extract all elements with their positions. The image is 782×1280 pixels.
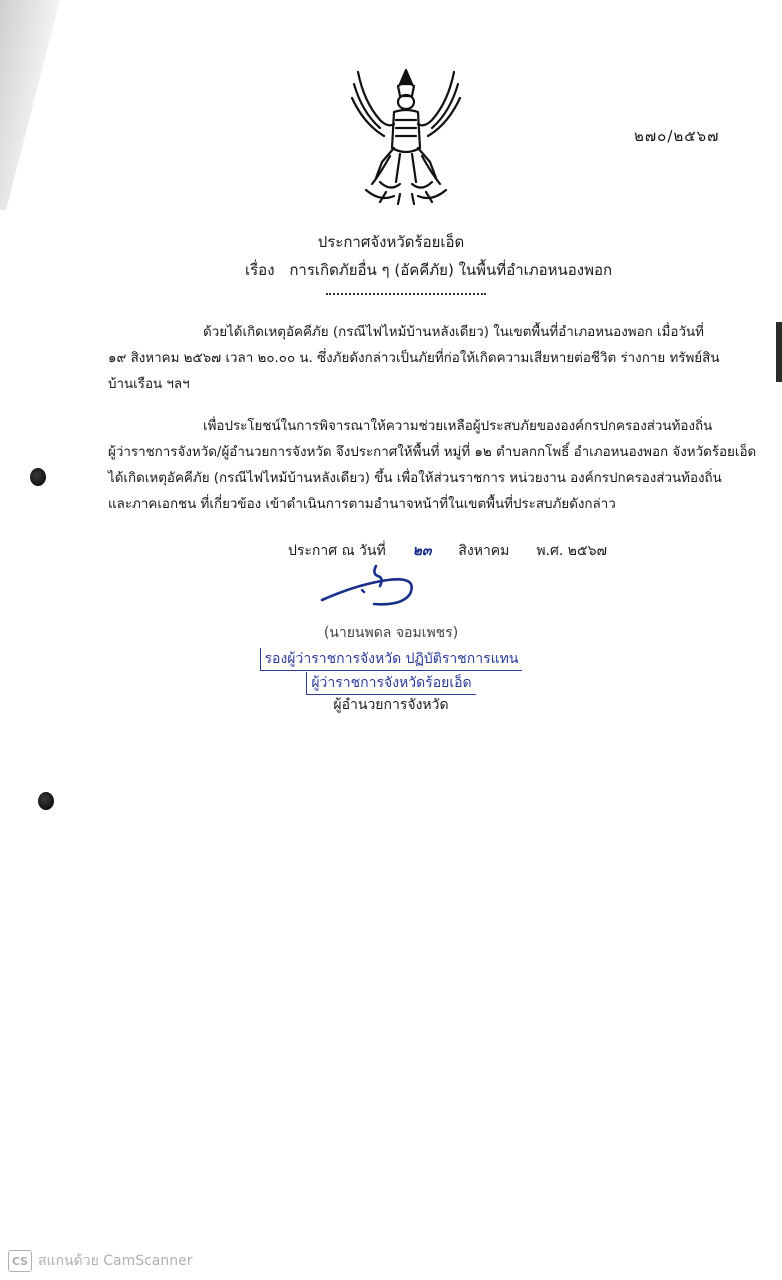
punch-hole-bottom: [38, 792, 54, 810]
signer-role-director: ผู้อำนวยการจังหวัด: [333, 697, 449, 713]
punch-hole-top: [30, 468, 46, 486]
camscanner-logo-icon: CS: [8, 1250, 32, 1272]
page-edge-shadow: [0, 0, 60, 210]
document-number: ๒๗๐/๒๕๖๗: [634, 127, 720, 145]
announce-prefix: ประกาศ ณ วันที่: [288, 543, 386, 559]
signer-name: (นายนพดล จอมเพชร): [323, 625, 459, 641]
announce-day: ๒๓: [412, 543, 432, 559]
subject-text: การเกิดภัยอื่น ๆ (อัคคีภัย) ในพื้นที่อำเภอหนองพอก: [289, 261, 613, 279]
paragraph-line: ผู้ว่าราชการจังหวัด/ผู้อำนวยการจังหวัด จึงประกาศให้พื้นที่ หมู่ที่ ๑๒ ตำบลกกโพธิ์ อำเภอหนองพอก จังหวัดร้อยเอ็ด: [108, 445, 757, 460]
camscanner-watermark: [8, 1250, 193, 1272]
signer-role-deputy: [0, 648, 782, 671]
paragraph-line: บ้านเรือน ฯลฯ: [108, 377, 190, 392]
scan-edge-mark: [776, 322, 782, 382]
announce-year: พ.ศ. ๒๕๖๗: [536, 543, 608, 559]
announce-month: สิงหาคม: [458, 543, 510, 559]
announcement-date: [288, 540, 607, 562]
paragraph-line: และภาคเอกชน ที่เกี่ยวข้อง เข้าดำเนินการตามอำนาจหน้าที่ในเขตพื้นที่ประสบภัยดังกล่าว: [108, 497, 616, 512]
garuda-emblem-icon: [350, 62, 462, 208]
signer-role-governor-text: ผู้ว่าราชการจังหวัดร้อยเอ็ด: [306, 672, 475, 695]
subject-label: เรื่อง: [245, 261, 275, 279]
paragraph-declaration: [108, 414, 757, 518]
signer-role-governor: [0, 672, 782, 695]
paragraph-line: ๑๙ สิงหาคม ๒๕๖๗ เวลา ๒๐.๐๐ น. ซึ่งภัยดังกล่าวเป็นภัยที่ก่อให้เกิดความเสียหายต่อชีวิต ร่างกาย ทรัพย์สิน: [108, 351, 720, 366]
signature-icon: [318, 560, 428, 612]
paragraph-incident: [108, 320, 720, 398]
paragraph-line: เพื่อประโยชน์ในการพิจารณาให้ความช่วยเหลือผู้ประสบภัยขององค์กรปกครองส่วนท้องถิ่น: [203, 419, 713, 434]
paragraph-line: ด้วยได้เกิดเหตุอัคคีภัย (กรณีไฟไหม้บ้านหลังเดียว) ในเขตพื้นที่อำเภอหนองพอก เมื่อวันที่: [203, 325, 704, 340]
camscanner-text: สแกนด้วย CamScanner: [38, 1253, 193, 1269]
subject-line: [245, 258, 612, 282]
document-title: ประกาศจังหวัดร้อยเอ็ด: [317, 233, 465, 251]
paragraph-line: ได้เกิดเหตุอัคคีภัย (กรณีไฟไหม้บ้านหลังเดียว) ขึ้น เพื่อให้ส่วนราชการ หน่วยงาน องค์กรปกครองส่วนท้องถิ่น: [108, 471, 722, 486]
signer-role-deputy-text: รองผู้ว่าราชการจังหวัด ปฏิบัติราชการแทน: [260, 648, 523, 671]
title-divider: [326, 293, 486, 295]
